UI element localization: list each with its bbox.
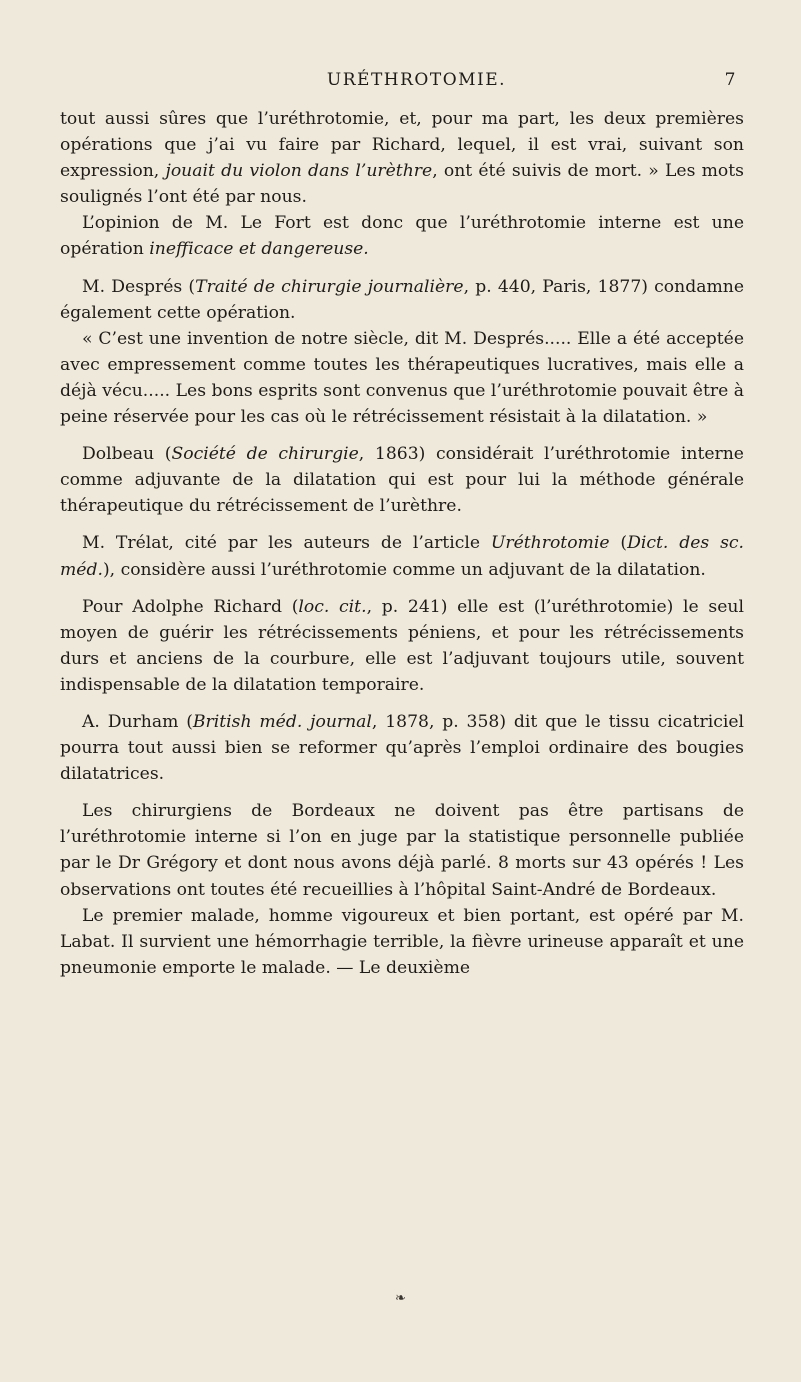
page-header [96,70,737,94]
text-run: ), considère aussi l’uréthrotomie comme un adjuvant de la dilatation. [102,559,706,580]
paragraph [60,274,744,326]
paragraph [60,798,744,902]
text-run: A. Durham ( [82,711,193,732]
italic-run: Uréthrotomie [490,533,610,554]
text-run: Dolbeau ( [82,444,172,465]
italic-run: Dict. des sc. méd. [60,533,744,580]
paragraph [60,441,744,519]
text-run: , 1863) considérait l’uréthrotomie interne comme adjuvante de la dilatation qui est pour lui la méthode générale thérapeutique du rétrécissement de l’urèthre. [60,444,744,517]
text-run: M. Després ( [82,276,196,297]
italic-run: Société de chirurgie [171,444,359,465]
running-title: URÉTHROTOMIE. [326,70,507,90]
body-text [60,106,744,981]
text-run: Pour Adolphe Richard ( [82,596,299,617]
paragraph [60,903,744,981]
paragraph [60,530,744,582]
ornament-icon: ❧ [395,1291,406,1306]
paragraph [60,326,744,430]
italic-run: Traité de chirurgie journalière [195,276,464,297]
text-run: Les chirurgiens de Bordeaux ne doivent pas être partisans de l’uréthrotomie interne si l’on en juge par la statistique personnelle publiée par le Dr Grégory et dont nous avons déjà parlé. 8 morts sur 43 opérés ! Les observations ont toutes été recueillies à l’hôpital Saint-André de Bordeaux. [60,801,744,900]
text-run: « C’est une invention de notre siècle, dit M. Després..... Elle a été acceptée avec empressement comme toutes les thérapeutiques lucratives, mais elle a déjà vécu..... Les bons esprits sont convenus que l’uréthrotomie pouvait être à peine réservée pour les cas où le rétrécissement résistait à la dilatation. » [60,328,744,428]
italic-run: jouait du violon dans l’urèthre [165,161,433,182]
page-number: 7 [724,70,737,90]
italic-run: inefficace et dangereuse. [149,239,369,260]
text-run: , p. 440, Paris, 1877) condamne également cette opération. [60,276,744,323]
paragraph [60,594,744,698]
text-run: , 1878, p. 358) dit que le tissu cicatriciel pourra tout aussi bien se reformer qu’après l’emploi ordinaire des bougies dilatatrices. [60,711,744,785]
italic-run: loc. cit. [298,596,367,617]
text-run: L’opinion de M. Le Fort est donc que l’uréthrotomie interne est une opération [60,213,744,260]
paragraph [60,106,744,210]
text-run: tout aussi sûres que l’uréthrotomie, et, pour ma part, les deux premières opérations que j’ai vu faire par Richard, lequel, il est vrai, suivant son expression, [60,109,744,182]
text-run: , p. 241) elle est (l’uréthrotomie) le seul moyen de guérir les rétrécissements péniens, et pour les rétrécissements durs et anciens de la courbure, elle est l’adjuvant toujours utile, souvent indispensable de la dilatation temporaire. [60,596,744,695]
text-run: M. Trélat, cité par les auteurs de l’article [82,533,491,554]
paragraph [60,210,744,262]
paragraph [60,709,744,787]
text-run: Le premier malade, homme vigoureux et bien portant, est opéré par M. Labat. Il survient une hémorrhagie terrible, la fièvre urineuse apparaît et une pneumonie emporte le malade. — Le deuxième [60,905,744,978]
text-run: , ont été suivis de mort. » Les mots soulignés l’ont été par nous. [60,161,744,208]
text-run: ( [609,533,628,554]
italic-run: British méd. journal [192,711,372,732]
